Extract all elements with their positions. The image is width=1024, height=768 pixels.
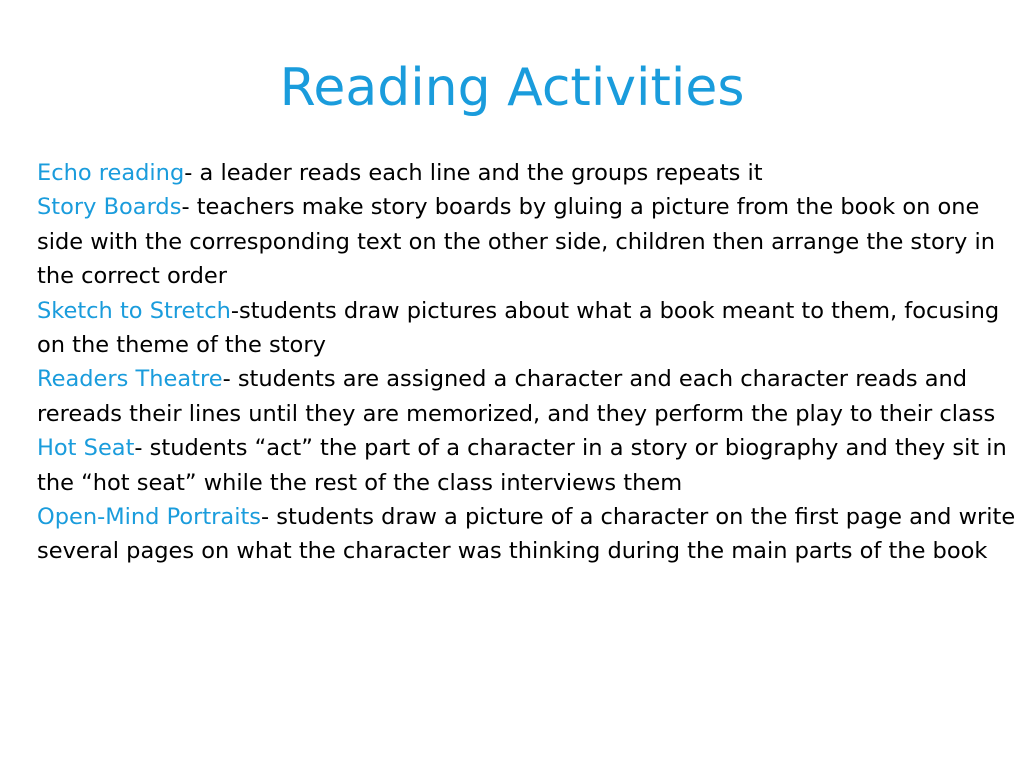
activity-term: Echo reading	[37, 160, 185, 186]
activity-description: - teachers make story boards by gluing a picture from the book on one side with the corresponding text on the other side, children then arrange the story in the correct order	[37, 194, 995, 290]
activity-term: Readers Theatre	[37, 366, 223, 393]
activity-term: Open-Mind Portraits	[37, 504, 262, 531]
activity-item-hot-seat	[37, 431, 1017, 500]
activity-item-story-boards	[37, 190, 1017, 293]
slide-title: Reading Activities	[279, 58, 745, 118]
activity-term: Story Boards	[37, 194, 182, 221]
activity-description: -students draw pictures about what a book meant to them, focusing on the theme of the story	[37, 297, 1000, 359]
activity-description: - students draw a picture of a character on the first page and write several pages on what the character was thinking during the main parts of the book	[37, 504, 1016, 565]
activity-term: Hot Seat	[37, 435, 135, 462]
activity-item-open-mind-portraits	[37, 500, 1017, 569]
activity-list	[37, 156, 1017, 569]
activity-item-echo-reading	[37, 156, 1017, 190]
activity-description: - students are assigned a character and each character reads and rereads their lines until they are memorized, and they perform the play to their class	[37, 366, 996, 427]
activity-item-readers-theatre	[37, 362, 1017, 431]
activity-term: Sketch to Stretch	[37, 297, 231, 324]
activity-item-sketch-to-stretch	[37, 294, 1017, 363]
activity-description: - students “act” the part of a character in a story or biography and they sit in the “hot seat” while the rest of the class interviews them	[37, 435, 1007, 496]
activity-description: - a leader reads each line and the groups repeats it	[184, 160, 763, 186]
